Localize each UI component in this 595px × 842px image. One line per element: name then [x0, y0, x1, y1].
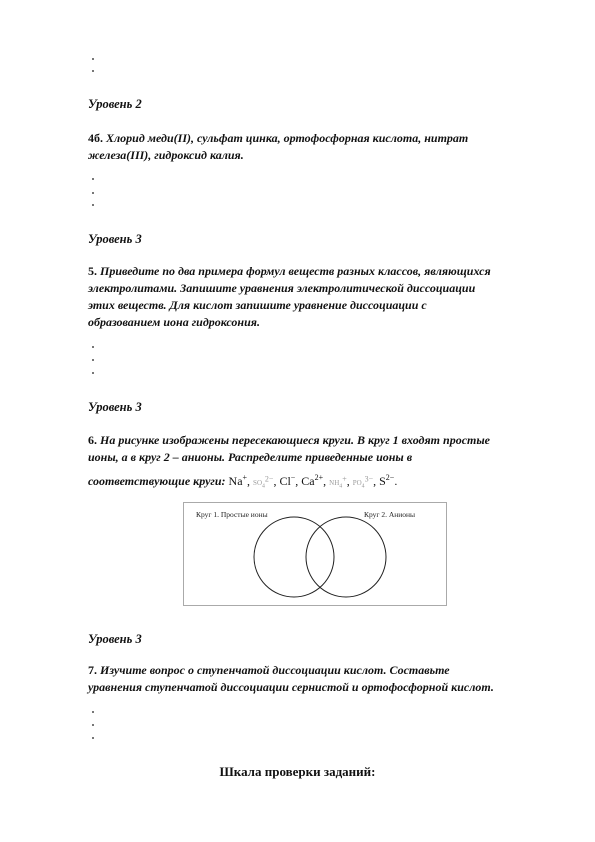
task-text: этих веществ. Для кислот запишите уравнение диссоциации с	[88, 298, 427, 312]
task-7	[88, 662, 558, 696]
answer-mark	[92, 192, 94, 194]
level-heading: Уровень 2	[88, 97, 142, 111]
task-text: соответствующие круги:	[88, 474, 226, 488]
ion-s: $S^{2-}$	[379, 473, 395, 488]
circle1-label: Круг 1. Простые ионы	[196, 510, 268, 519]
answer-mark	[92, 204, 94, 206]
task-4b	[88, 130, 558, 164]
grading-scale-title: Шкала проверки заданий:	[219, 764, 376, 779]
task-number: 4б.	[88, 131, 103, 145]
ion-po4: $PO_4^{3-}$	[352, 474, 374, 490]
task-text: На рисунке изображены пересекающиеся круги. В круг 1 входят простые	[100, 433, 491, 447]
level-heading: Уровень 3	[88, 632, 142, 646]
circle2-label: Круг 2. Анионы	[364, 510, 416, 519]
task-text: образованием иона гидроксония.	[88, 315, 260, 329]
ion-so4: $SO_4^{2-}$	[253, 474, 274, 490]
level-heading: Уровень 3	[88, 232, 142, 246]
task-6	[88, 432, 558, 495]
ion-na: Na+	[228, 473, 248, 488]
task-text: ионы, а в круг 2 – анионы. Распределите приведенные ионы в	[88, 450, 413, 464]
ion-ca: $Ca^{2+}$	[301, 473, 324, 488]
task-number: 6.	[88, 433, 97, 447]
task-text: Приведите по два примера формул веществ разных классов, являющихся	[100, 264, 491, 278]
answer-mark	[92, 724, 94, 726]
venn-circles	[184, 503, 446, 605]
task-text: уравнения ступенчатой диссоциации сернистой и ортофосфорной кислот.	[88, 680, 494, 694]
answer-mark	[92, 58, 94, 60]
answer-mark	[92, 372, 94, 374]
venn-diagram	[183, 502, 447, 606]
task-number: 5.	[88, 264, 97, 278]
answer-mark	[92, 178, 94, 180]
task-text: Изучите вопрос о ступенчатой диссоциации кислот. Составьте	[100, 663, 450, 677]
task-text: электролитами. Запишите уравнения электролитической диссоциации	[88, 281, 476, 295]
task-text: Хлорид меди(II), сульфат цинка, ортофосфорная кислота, нитрат	[106, 131, 469, 145]
answer-mark	[92, 70, 94, 72]
circle-2	[306, 517, 386, 597]
answer-mark	[92, 711, 94, 713]
task-5	[88, 263, 558, 331]
ion-nh4: $NH_4^+$	[329, 474, 347, 490]
level-heading: Уровень 3	[88, 400, 142, 414]
ion-cl: Cl−	[279, 473, 296, 488]
answer-mark	[92, 737, 94, 739]
answer-mark	[92, 359, 94, 361]
task-number: 7.	[88, 663, 97, 677]
ion-list: Na+, $SO_4^{2-}$, Cl−, $Ca^{2+}$, $NH_4^+$, $PO_4^{3-}$, $S^{2-}$.	[228, 473, 398, 490]
circle-1	[254, 517, 334, 597]
answer-mark	[92, 346, 94, 348]
task-text: железа(III), гидроксид калия.	[88, 148, 244, 162]
